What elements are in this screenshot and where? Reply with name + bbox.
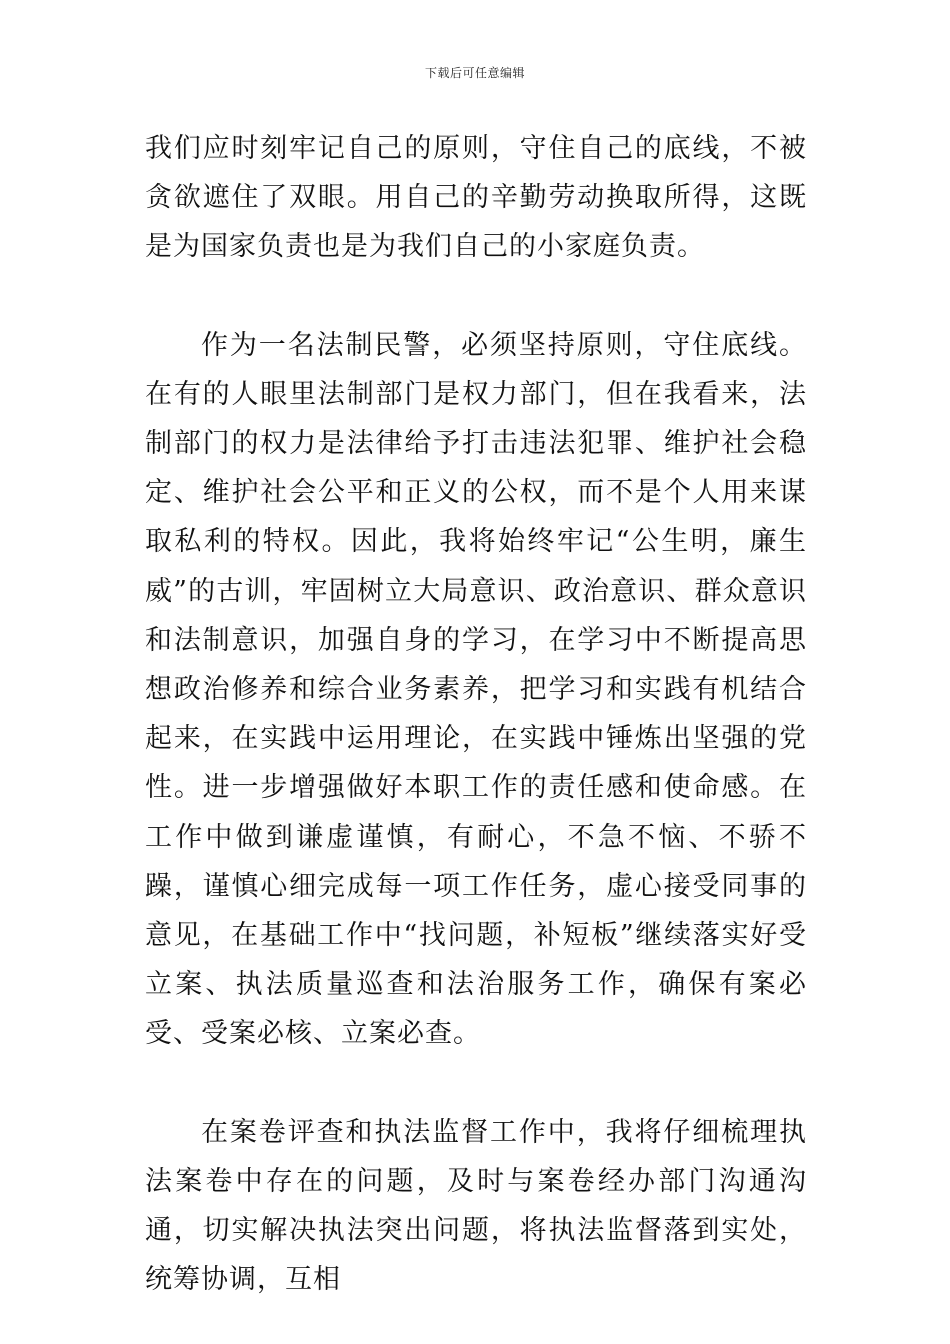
- header-note: 下载后可任意编辑: [424, 66, 525, 80]
- paragraph-3: 在案卷评查和执法监督工作中，我将仔细梳理执法案卷中存在的问题，及时与案卷经办部门沟通沟通，切实解决执法突出问题，将执法监督落到实处，统筹协调，互相: [145, 1116, 807, 1296]
- paragraph-2: 作为一名法制民警，必须坚持原则，守住底线。在有的人眼里法制部门是权力部门，但在我看来，法制部门的权力是法律给予打击违法犯罪、维护社会稳定、维护社会公平和正义的公权，而不是个人用来谋取私利的特权。因此，我将始终牢记“公生明，廉生威”的古训，牢固树立大局意识、政治意识、群众意识和法制意识，加强自身的学习，在学习中不断提高思想政治修养和综合业务素养，把学习和实践有机结合起来，在实践中运用理论，在实践中锤炼出坚强的党性。进一步增强做好本职工作的责任感和使命感。在工作中做到谦虚谨慎，有耐心，不急不恼、不骄不躁，谨慎心细完成每一项工作任务，虚心接受同事的意见，在基础工作中“找问题，补短板”继续落实好受立案、执法质量巡查和法治服务工作，确保有案必受、受案必核、立案必查。: [145, 329, 807, 1050]
- paragraph-1: 我们应时刻牢记自己的原则，守住自己的底线，不被贪欲遮住了双眼。用自己的辛勤劳动换取所得，这既是为国家负责也是为我们自己的小家庭负责。: [145, 133, 807, 263]
- document-body: [145, 124, 807, 1304]
